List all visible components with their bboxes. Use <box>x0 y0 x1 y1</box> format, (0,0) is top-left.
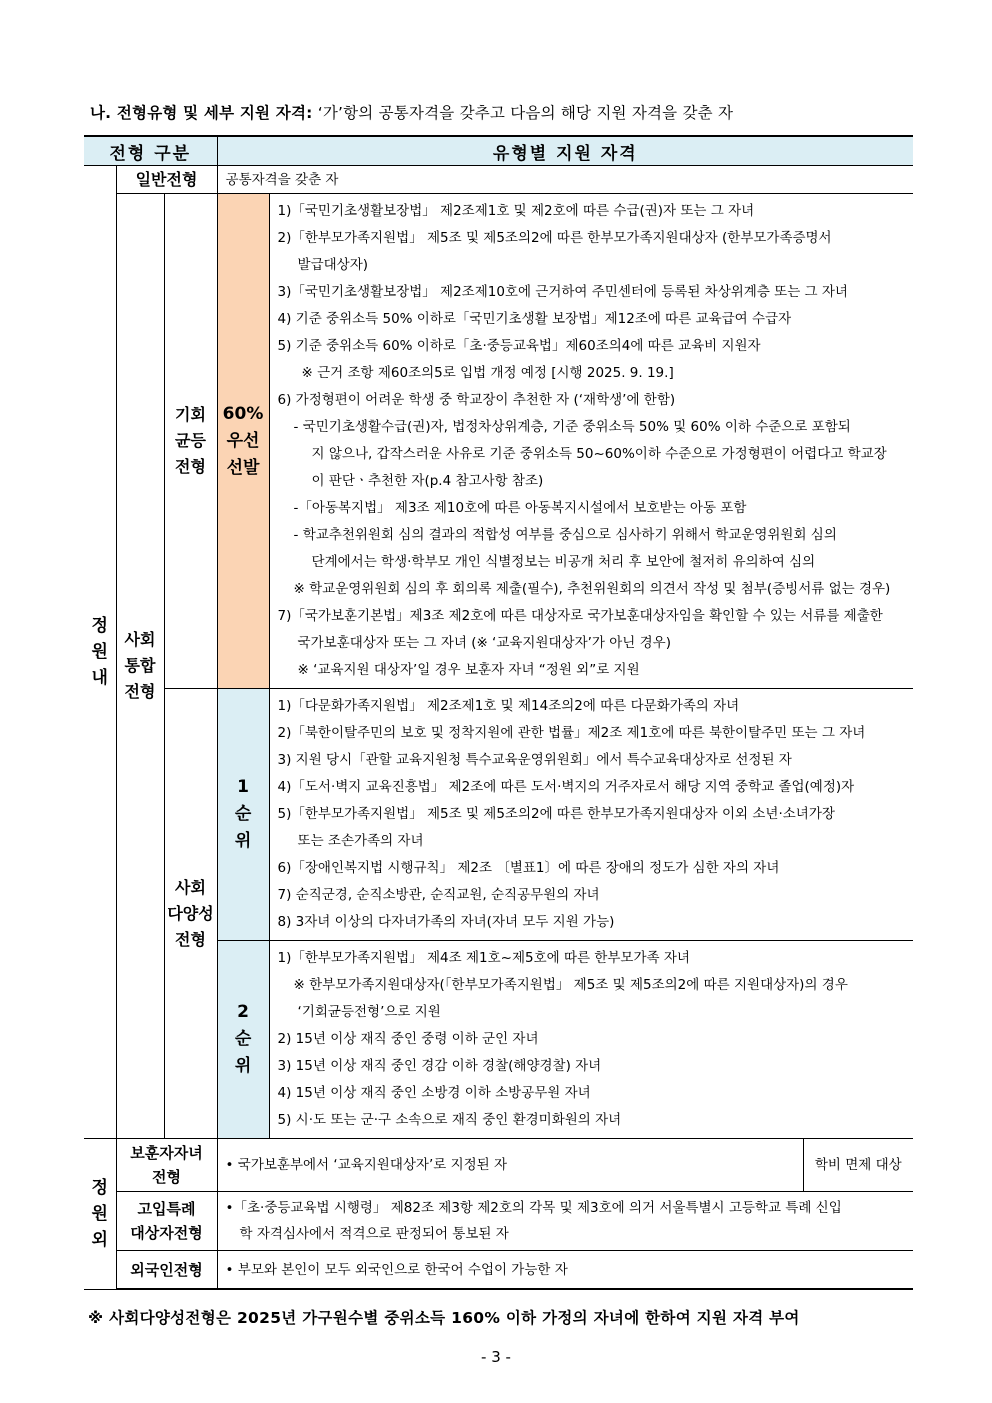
list-item: 5) 기준 중위소득 60% 이하로「초·중등교육법」제60조의4에 따른 교육비 지원자 <box>277 338 761 354</box>
list-item: 학 자격심사에서 적격으로 판정되어 통보된 자 <box>239 1226 509 1242</box>
foreigner-row <box>84 1251 913 1290</box>
general-name: 일반전형 <box>116 166 217 194</box>
list-item: 3) 15년 이상 재직 중인 경감 이하 경찰(해양경찰) 자녀 <box>277 1058 602 1074</box>
list-item: 7)「국가보훈기본법」제3조 제2호에 따른 대상자로 국가보훈대상자임을 확인할 수 있는 서류를 제출한 <box>277 608 883 624</box>
equal-opportunity-row <box>84 194 913 689</box>
list-item: 6)「장애인복지법 시행규칙」 제2조 〔별표1〕에 따른 장애의 정도가 심한 자의 자녀 <box>277 860 780 876</box>
list-item: 2)「한부모가족지원법」 제5조 및 제5조의2에 따른 한부모가족지원대상자 (한부모가족증명서 <box>277 230 832 246</box>
section-heading-label: 나. 전형유형 및 세부 지원 자격: <box>90 104 313 122</box>
list-item: ※ 학교운영위원회 심의 후 회의록 제출(필수), 추천위원회의 의견서 작성 및 첨부(증빙서류 없는 경우) <box>293 581 891 597</box>
list-item: 지 않으나, 갑작스러운 사유로 기준 중위소득 50~60%이하 수준으로 가정형편이 어렵다고 학교장 <box>311 446 887 462</box>
page-number: - 3 - <box>481 1348 511 1366</box>
list-item: -「아동복지법」 제3조 제10호에 따른 아동복지시설에서 보호받는 아동 포함 <box>293 500 747 516</box>
list-item: 또는 조손가족의 자녀 <box>297 833 424 849</box>
diversity-rank1-row <box>84 689 913 941</box>
list-item: ‘기회균등전형’으로 지원 <box>297 1004 441 1020</box>
list-item: 단계에서는 학생·학부모 개인 식별정보는 비공개 처리 후 보안에 철저히 유의하여 심의 <box>311 554 816 570</box>
foreigner-name: 외국인전형 <box>116 1251 217 1290</box>
list-item: 7) 순직군경, 순직소방관, 순직교원, 순직공무원의 자녀 <box>277 887 600 903</box>
veterans-note: 학비 면제 대상 <box>803 1139 913 1192</box>
list-item: ※ 한부모가족지원대상자(「한부모가족지원법」 제5조 및 제5조의2에 따른 지원대상자)의 경우 <box>293 977 848 993</box>
list-item: 4)「도서·벽지 교육진흥법」 제2조에 따른 도서·벽지의 거주자로서 해당 지역 중학교 졸업(예정)자 <box>277 779 855 795</box>
list-item: 발급대상자) <box>297 257 369 273</box>
list-item: 5)「한부모가족지원법」 제5조 및 제5조의2에 따른 한부모가족지원대상자 이외 소년·소녀가장 <box>277 806 835 822</box>
special-hs-content <box>217 1192 913 1251</box>
rank2-content <box>269 941 913 1139</box>
header-category: 전형 구분 <box>84 136 217 166</box>
list-item: - 학교추천위원회 심의 결과의 적합성 여부를 중심으로 심사하기 위해서 학교운영위원회 심의 <box>293 527 837 543</box>
rank1-content <box>269 689 913 941</box>
rank2-badge: 2 순 위 <box>217 941 269 1139</box>
list-item: 3) 지원 당시「관할 교육지원청 특수교육운영위원회」에서 특수교육대상자로 선정된 자 <box>277 752 792 768</box>
list-item: 1)「다문화가족지원법」 제2조제1호 및 제14조의2에 따른 다문화가족의 자녀 <box>277 698 740 714</box>
section-heading <box>90 101 733 123</box>
general-text: 공통자격을 갖춘 자 <box>217 166 913 194</box>
list-item: 이 판단ㆍ추천한 자(p.4 참고사항 참조) <box>311 473 544 489</box>
social-integration-label: 사회 통합 전형 <box>116 194 164 1139</box>
equal-opportunity-name: 기회 균등 전형 <box>164 194 217 689</box>
footnote: ※ 사회다양성전형은 2025년 가구원수별 중위소득 160% 이하 가정의 자녀에 한하여 지원 자격 부여 <box>88 1309 800 1327</box>
list-item: ※ 근거 조항 제60조의5로 입법 개정 예정 [시행 2025. 9. 19.] <box>301 365 674 381</box>
list-item: ※ ‘교육지원 대상자’일 경우 보훈자 자녀 “정원 외”로 지원 <box>297 662 640 678</box>
table-header-row <box>84 136 913 166</box>
in-quota-label: 정 원 내 <box>84 166 116 1139</box>
qualification-table <box>84 135 913 1290</box>
list-item: 4) 기준 중위소득 50% 이하로「국민기초생활 보장법」제12조에 따른 교육급여 수급자 <box>277 311 792 327</box>
section-heading-text: ‘가’항의 공통자격을 갖추고 다음의 해당 지원 자격을 갖춘 자 <box>317 104 734 122</box>
veterans-name: 보훈자자녀 전형 <box>116 1139 217 1192</box>
social-diversity-name: 사회 다양성 전형 <box>164 689 217 1139</box>
out-quota-label: 정 원 외 <box>84 1139 116 1290</box>
general-row <box>84 166 913 194</box>
list-item: 3)「국민기초생활보장법」 제2조제10호에 근거하여 주민센터에 등록된 차상위계층 또는 그 자녀 <box>277 284 848 300</box>
list-item: 1)「한부모가족지원법」 제4조 제1호~제5호에 따른 한부모가족 자녀 <box>277 950 690 966</box>
foreigner-text: • 부모와 본인이 모두 외국인으로 한국어 수업이 가능한 자 <box>217 1251 913 1290</box>
list-item: •「초·중등교육법 시행령」 제82조 제3항 제2호의 각목 및 제3호에 의거 서울특별시 고등학교 특례 신입 <box>225 1200 842 1216</box>
equal-opportunity-badge: 60% 우선 선발 <box>217 194 269 689</box>
veterans-row <box>84 1139 913 1192</box>
list-item: 8) 3자녀 이상의 다자녀가족의 자녀(자녀 모두 지원 가능) <box>277 914 615 930</box>
rank1-badge: 1 순 위 <box>217 689 269 941</box>
list-item: 1)「국민기초생활보장법」 제2조제1호 및 제2호에 따른 수급(권)자 또는 그 자녀 <box>277 203 755 219</box>
list-item: 4) 15년 이상 재직 중인 소방경 이하 소방공무원 자녀 <box>277 1085 591 1101</box>
equal-opportunity-content <box>269 194 913 689</box>
list-item: 2) 15년 이상 재직 중인 중령 이하 군인 자녀 <box>277 1031 539 1047</box>
special-hs-name: 고입특례 대상자전형 <box>116 1192 217 1251</box>
list-item: 6) 가정형편이 어려운 학생 중 학교장이 추천한 자 (‘재학생’에 한함) <box>277 392 676 408</box>
list-item: 5) 시·도 또는 군·구 소속으로 재직 중인 환경미화원의 자녀 <box>277 1112 622 1128</box>
header-qualification: 유형별 지원 자격 <box>217 136 913 166</box>
list-item: 2)「북한이탈주민의 보호 및 정착지원에 관한 법률」제2조 제1호에 따른 북한이탈주민 또는 그 자녀 <box>277 725 866 741</box>
special-hs-row <box>84 1192 913 1251</box>
list-item: - 국민기초생활수급(권)자, 법정차상위계층, 기준 중위소득 50% 및 60% 이하 수준으로 포함되 <box>293 419 851 435</box>
veterans-text: • 국가보훈부에서 ‘교육지원대상자’로 지정된 자 <box>217 1139 803 1192</box>
list-item: 국가보훈대상자 또는 그 자녀 (※ ‘교육지원대상자’가 아닌 경우) <box>297 635 671 651</box>
